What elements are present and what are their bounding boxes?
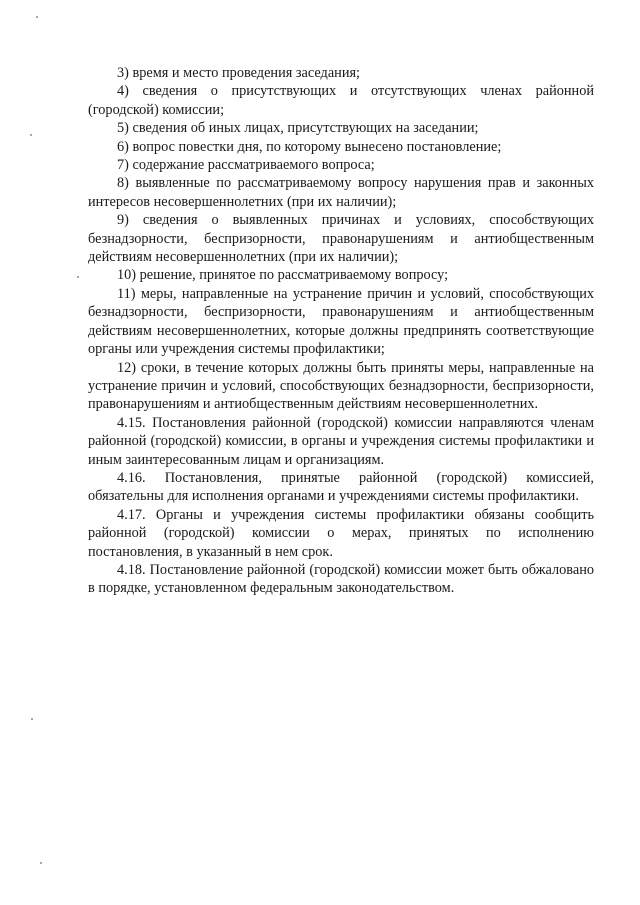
clause-4-17: 4.17. Органы и учреждения системы профилактики обязаны сообщить районной (городской) комиссии о мерах, принятых по исполнению постановления, в указанный в нем срок. (88, 506, 594, 560)
list-item-6: 6) вопрос повестки дня, по которому вынесено постановление; (117, 138, 502, 155)
list-item-9: 9) сведения о выявленных причинах и условиях, способствующих безнадзорности, беспризорности, правонарушениям и антиобщественным действиям несовершеннолетних (при их наличии); (88, 212, 594, 266)
list-item-11: 11) меры, направленные на устранение причин и условий, способствующих безнадзорности, беспризорности, правонарушениям и антиобщественным действиям несовершеннолетних, которые должны предпринять соответствующие органы или учреждения системы профилактики; (88, 285, 594, 358)
clause-4-16: 4.16. Постановления, принятые районной (городской) комиссией, обязательны для исполнения органами и учреждениями системы профилактики. (88, 469, 594, 505)
list-item-7: 7) содержание рассматриваемого вопроса; (117, 157, 375, 174)
list-item-4: 4) сведения о присутствующих и отсутствующих членах районной (городской) комиссии; (88, 83, 594, 118)
scan-speck (30, 134, 32, 136)
list-item-5: 5) сведения об иных лицах, присутствующих на заседании; (117, 120, 479, 137)
scan-speck (77, 276, 79, 278)
list-item-3: 3) время и место проведения заседания; (117, 65, 361, 81)
list-item-12: 12) сроки, в течение которых должны быть приняты меры, направленные на устранение причин и условий, способствующих безнадзорности, беспризорности, правонарушениям и антиобщественным действиям несовершеннолетних. (88, 359, 594, 413)
scan-speck (31, 718, 33, 720)
clause-4-18: 4.18. Постановление районной (городской) комиссии может быть обжаловано в порядке, установленном федеральным законодательством. (88, 561, 594, 597)
scan-speck (40, 862, 42, 864)
clause-4-15: 4.15. Постановления районной (городской) комиссии направляются членам районной (городской) комиссии, в органы и учреждения системы профилактики и иным заинтересованным лицам и организациям. (88, 414, 594, 468)
list-item-10: 10) решение, принятое по рассматриваемому вопросу; (117, 267, 449, 284)
document-body (88, 64, 594, 598)
list-item-8: 8) выявленные по рассматриваемому вопросу нарушения прав и законных интересов несовершеннолетних (при их наличии); (88, 175, 594, 210)
scan-speck (36, 16, 38, 18)
